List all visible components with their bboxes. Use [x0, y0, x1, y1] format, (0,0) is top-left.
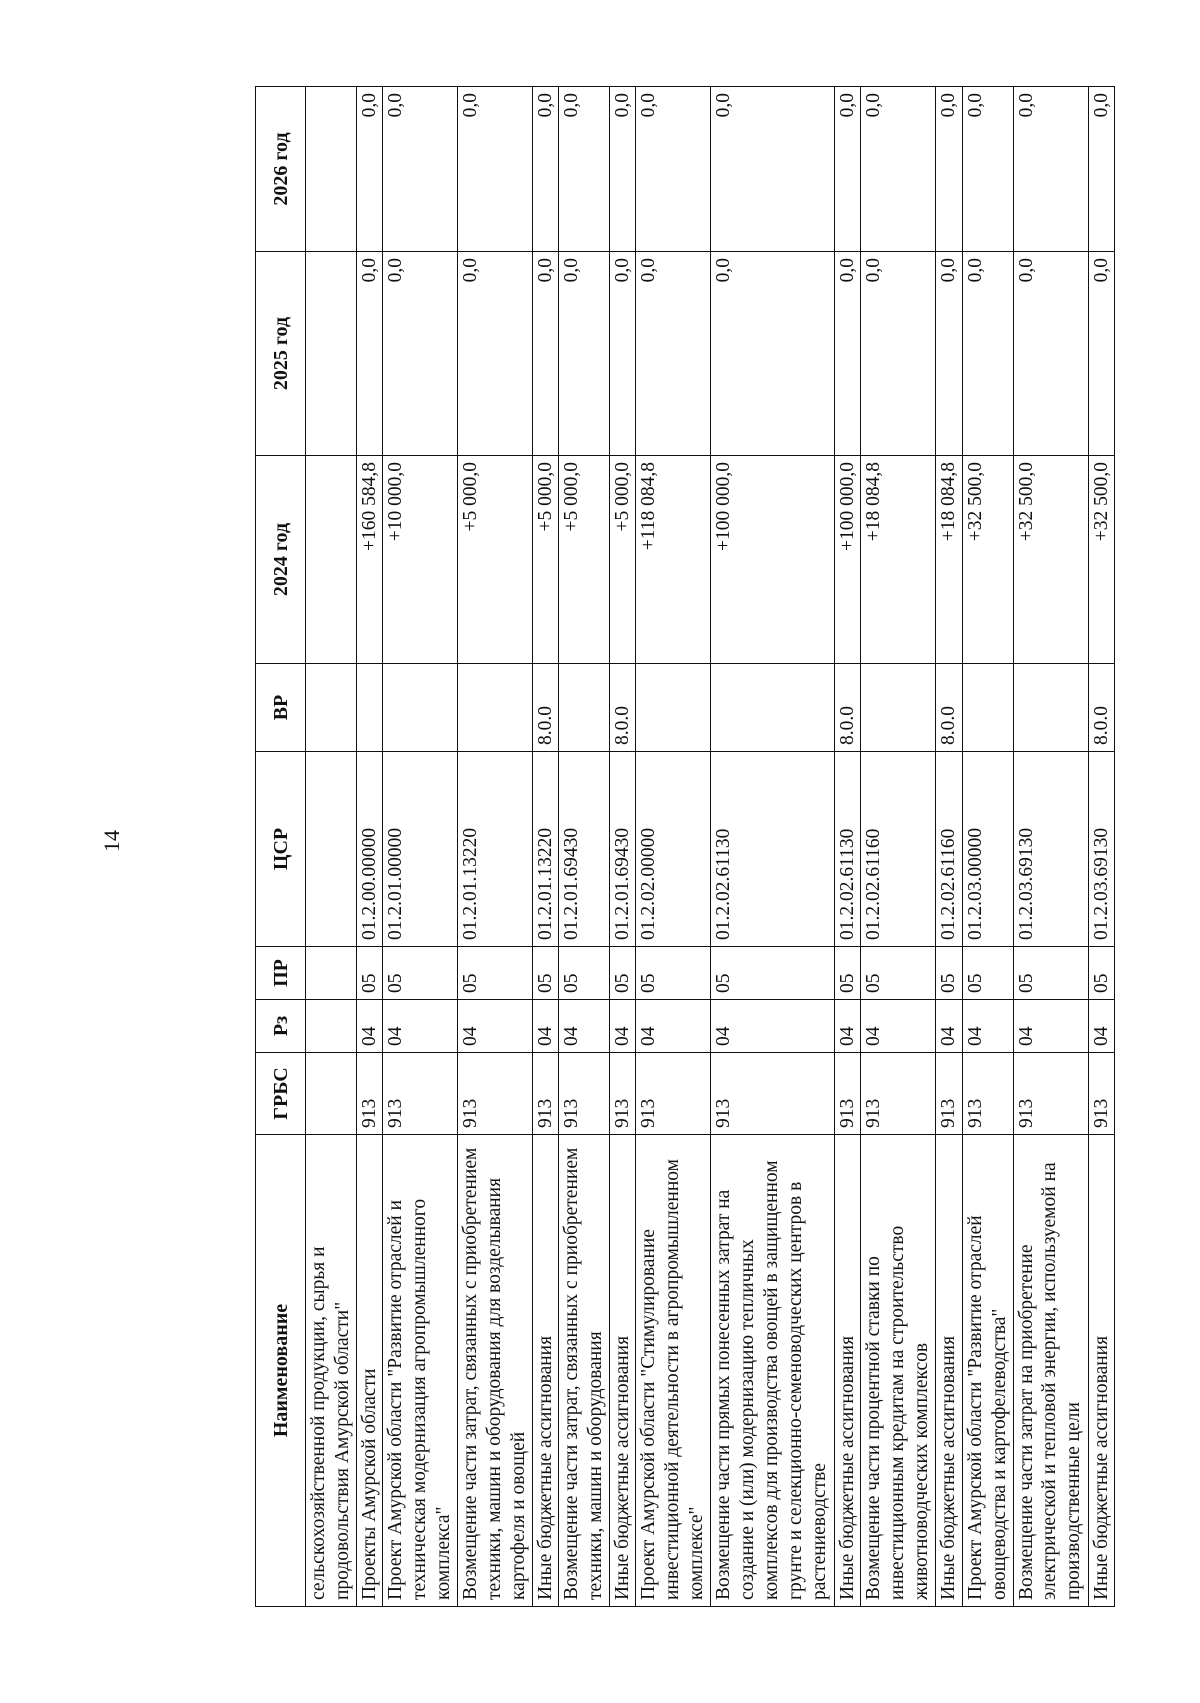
cell-csr: 01.2.01.69430	[558, 751, 609, 946]
cell-name: Возмещение части затрат, связанных с приобретением техники, машин и оборудования для возделывания картофеля и овощей	[457, 1134, 532, 1606]
cell-rz: 04	[962, 999, 1013, 1052]
cell-csr: 01.2.01.69430	[609, 751, 635, 946]
cell-y2026: 0,0	[558, 86, 609, 251]
cell-y2026: 0,0	[609, 86, 635, 251]
cell-rz: 04	[532, 999, 558, 1052]
cell-y2025	[305, 251, 356, 455]
cell-name: Возмещение части затрат, связанных с приобретением техники, машин и оборудования	[558, 1134, 609, 1606]
cell-grbs: 913	[635, 1052, 710, 1134]
cell-csr: 01.2.01.13220	[457, 751, 532, 946]
cell-y2024: +100 000,0	[710, 455, 834, 663]
cell-csr: 01.2.03.69130	[1013, 751, 1088, 946]
cell-grbs: 913	[457, 1052, 532, 1134]
cell-pr: 05	[635, 946, 710, 999]
cell-name: Возмещение части прямых понесенных затрат на создание и (или) модернизацию тепличных комплексов для производства овощей в защищенном грунте и селекционно-семеноводческих центров в растениеводстве	[710, 1134, 834, 1606]
cell-y2024: +5 000,0	[457, 455, 532, 663]
cell-csr: 01.2.02.61160	[935, 751, 961, 946]
cell-pr: 05	[710, 946, 834, 999]
cell-y2026: 0,0	[457, 86, 532, 251]
cell-pr: 05	[356, 946, 382, 999]
cell-y2026: 0,0	[834, 86, 860, 251]
table-row	[1013, 86, 1088, 1606]
cell-y2026: 0,0	[635, 86, 710, 251]
cell-grbs: 913	[356, 1052, 382, 1134]
cell-csr: 01.2.01.00000	[382, 751, 457, 946]
cell-vr: 8.0.0	[532, 663, 558, 751]
budget-table	[255, 86, 1115, 1607]
cell-grbs: 913	[609, 1052, 635, 1134]
cell-grbs: 913	[962, 1052, 1013, 1134]
cell-vr: 8.0.0	[1088, 663, 1114, 751]
table-row	[532, 86, 558, 1606]
cell-y2024: +118 084,8	[635, 455, 710, 663]
cell-vr: 8.0.0	[609, 663, 635, 751]
table-row	[382, 86, 457, 1606]
cell-csr: 01.2.00.00000	[356, 751, 382, 946]
cell-csr: 01.2.02.61130	[834, 751, 860, 946]
cell-pr: 05	[1013, 946, 1088, 999]
cell-rz: 04	[834, 999, 860, 1052]
cell-rz: 04	[635, 999, 710, 1052]
cell-grbs: 913	[558, 1052, 609, 1134]
cell-vr	[635, 663, 710, 751]
cell-y2024: +160 584,8	[356, 455, 382, 663]
cell-csr: 01.2.02.61130	[710, 751, 834, 946]
table-row	[356, 86, 382, 1606]
cell-name: сельскохозяйственной продукции, сырья и продовольствия Амурской области"	[305, 1134, 356, 1606]
header-name: Наименование	[255, 1134, 305, 1606]
cell-vr: 8.0.0	[834, 663, 860, 751]
cell-grbs: 913	[860, 1052, 935, 1134]
cell-name: Проект Амурской области "Стимулирование инвестиционной деятельности в агропромышленном комплексе"	[635, 1134, 710, 1606]
table-body	[305, 86, 1114, 1606]
header-2025: 2025 год	[255, 251, 305, 455]
cell-y2024: +5 000,0	[609, 455, 635, 663]
cell-vr	[1013, 663, 1088, 751]
table-row	[305, 86, 356, 1606]
cell-pr: 05	[834, 946, 860, 999]
cell-vr	[962, 663, 1013, 751]
cell-pr: 05	[962, 946, 1013, 999]
cell-y2025: 0,0	[532, 251, 558, 455]
cell-y2025: 0,0	[1088, 251, 1114, 455]
rotated-table-container	[255, 87, 1115, 1607]
cell-y2026	[305, 86, 356, 251]
table-row	[558, 86, 609, 1606]
header-grbs: ГРБС	[255, 1052, 305, 1134]
cell-csr: 01.2.03.69130	[1088, 751, 1114, 946]
cell-grbs: 913	[935, 1052, 961, 1134]
cell-pr: 05	[382, 946, 457, 999]
cell-rz: 04	[1088, 999, 1114, 1052]
cell-csr: 01.2.02.00000	[635, 751, 710, 946]
cell-y2024: +10 000,0	[382, 455, 457, 663]
cell-pr	[305, 946, 356, 999]
cell-pr: 05	[558, 946, 609, 999]
cell-y2024: +100 000,0	[834, 455, 860, 663]
cell-rz: 04	[609, 999, 635, 1052]
cell-name: Иные бюджетные ассигнования	[1088, 1134, 1114, 1606]
cell-rz: 04	[457, 999, 532, 1052]
page-number: 14	[99, 830, 124, 852]
cell-y2024: +5 000,0	[558, 455, 609, 663]
cell-csr: 01.2.02.61160	[860, 751, 935, 946]
cell-y2026: 0,0	[1013, 86, 1088, 251]
table-row	[609, 86, 635, 1606]
cell-rz: 04	[382, 999, 457, 1052]
cell-y2026: 0,0	[962, 86, 1013, 251]
cell-pr: 05	[457, 946, 532, 999]
cell-y2025: 0,0	[935, 251, 961, 455]
cell-vr	[860, 663, 935, 751]
cell-y2026: 0,0	[382, 86, 457, 251]
header-pr: ПР	[255, 946, 305, 999]
cell-name: Иные бюджетные ассигнования	[532, 1134, 558, 1606]
cell-name: Проекты Амурской области	[356, 1134, 382, 1606]
cell-name: Проект Амурской области "Развитие отраслей и техническая модернизация агропромышленного комплекса"	[382, 1134, 457, 1606]
table-row	[834, 86, 860, 1606]
cell-y2026: 0,0	[860, 86, 935, 251]
cell-y2024: +18 084,8	[935, 455, 961, 663]
header-vr: ВР	[255, 663, 305, 751]
cell-y2025: 0,0	[635, 251, 710, 455]
cell-pr: 05	[935, 946, 961, 999]
cell-pr: 05	[860, 946, 935, 999]
header-2026: 2026 год	[255, 86, 305, 251]
header-csr: ЦСР	[255, 751, 305, 946]
table-row	[962, 86, 1013, 1606]
cell-y2026: 0,0	[710, 86, 834, 251]
cell-rz: 04	[935, 999, 961, 1052]
cell-y2024: +32 500,0	[962, 455, 1013, 663]
table-row	[860, 86, 935, 1606]
cell-name: Иные бюджетные ассигнования	[834, 1134, 860, 1606]
table-row	[710, 86, 834, 1606]
cell-rz: 04	[860, 999, 935, 1052]
cell-y2026: 0,0	[1088, 86, 1114, 251]
cell-y2024	[305, 455, 356, 663]
cell-vr	[710, 663, 834, 751]
cell-vr	[457, 663, 532, 751]
cell-pr: 05	[532, 946, 558, 999]
cell-name: Иные бюджетные ассигнования	[609, 1134, 635, 1606]
table-row	[1088, 86, 1114, 1606]
cell-y2025: 0,0	[860, 251, 935, 455]
cell-y2024: +5 000,0	[532, 455, 558, 663]
cell-y2025: 0,0	[356, 251, 382, 455]
cell-y2025: 0,0	[609, 251, 635, 455]
cell-csr: 01.2.03.00000	[962, 751, 1013, 946]
cell-grbs	[305, 1052, 356, 1134]
cell-rz: 04	[558, 999, 609, 1052]
cell-vr	[558, 663, 609, 751]
cell-y2025: 0,0	[457, 251, 532, 455]
cell-name: Иные бюджетные ассигнования	[935, 1134, 961, 1606]
cell-y2024: +32 500,0	[1013, 455, 1088, 663]
cell-pr: 05	[609, 946, 635, 999]
cell-y2025: 0,0	[1013, 251, 1088, 455]
cell-rz: 04	[356, 999, 382, 1052]
table-row	[635, 86, 710, 1606]
cell-csr	[305, 751, 356, 946]
cell-rz	[305, 999, 356, 1052]
cell-grbs: 913	[1088, 1052, 1114, 1134]
cell-name: Проект Амурской области "Развитие отраслей овощеводства и картофелеводства"	[962, 1134, 1013, 1606]
cell-csr: 01.2.01.13220	[532, 751, 558, 946]
cell-y2025: 0,0	[558, 251, 609, 455]
cell-rz: 04	[1013, 999, 1088, 1052]
table-row	[935, 86, 961, 1606]
cell-y2024: +32 500,0	[1088, 455, 1114, 663]
cell-pr: 05	[1088, 946, 1114, 999]
table-row	[457, 86, 532, 1606]
cell-grbs: 913	[710, 1052, 834, 1134]
cell-y2026: 0,0	[356, 86, 382, 251]
cell-vr: 8.0.0	[935, 663, 961, 751]
cell-vr	[356, 663, 382, 751]
cell-grbs: 913	[834, 1052, 860, 1134]
cell-y2025: 0,0	[382, 251, 457, 455]
cell-name: Возмещение части процентной ставки по инвестиционным кредитам на строительство животноводческих комплексов	[860, 1134, 935, 1606]
cell-vr	[305, 663, 356, 751]
cell-grbs: 913	[382, 1052, 457, 1134]
cell-y2025: 0,0	[962, 251, 1013, 455]
cell-y2025: 0,0	[710, 251, 834, 455]
header-2024: 2024 год	[255, 455, 305, 663]
cell-y2025: 0,0	[834, 251, 860, 455]
cell-y2026: 0,0	[532, 86, 558, 251]
header-rz: Рз	[255, 999, 305, 1052]
cell-vr	[382, 663, 457, 751]
table-header-row	[255, 86, 305, 1606]
cell-y2024: +18 084,8	[860, 455, 935, 663]
cell-grbs: 913	[532, 1052, 558, 1134]
cell-y2026: 0,0	[935, 86, 961, 251]
cell-name: Возмещение части затрат на приобретение электрической и тепловой энергии, используемой на производственные цели	[1013, 1134, 1088, 1606]
cell-grbs: 913	[1013, 1052, 1088, 1134]
cell-rz: 04	[710, 999, 834, 1052]
